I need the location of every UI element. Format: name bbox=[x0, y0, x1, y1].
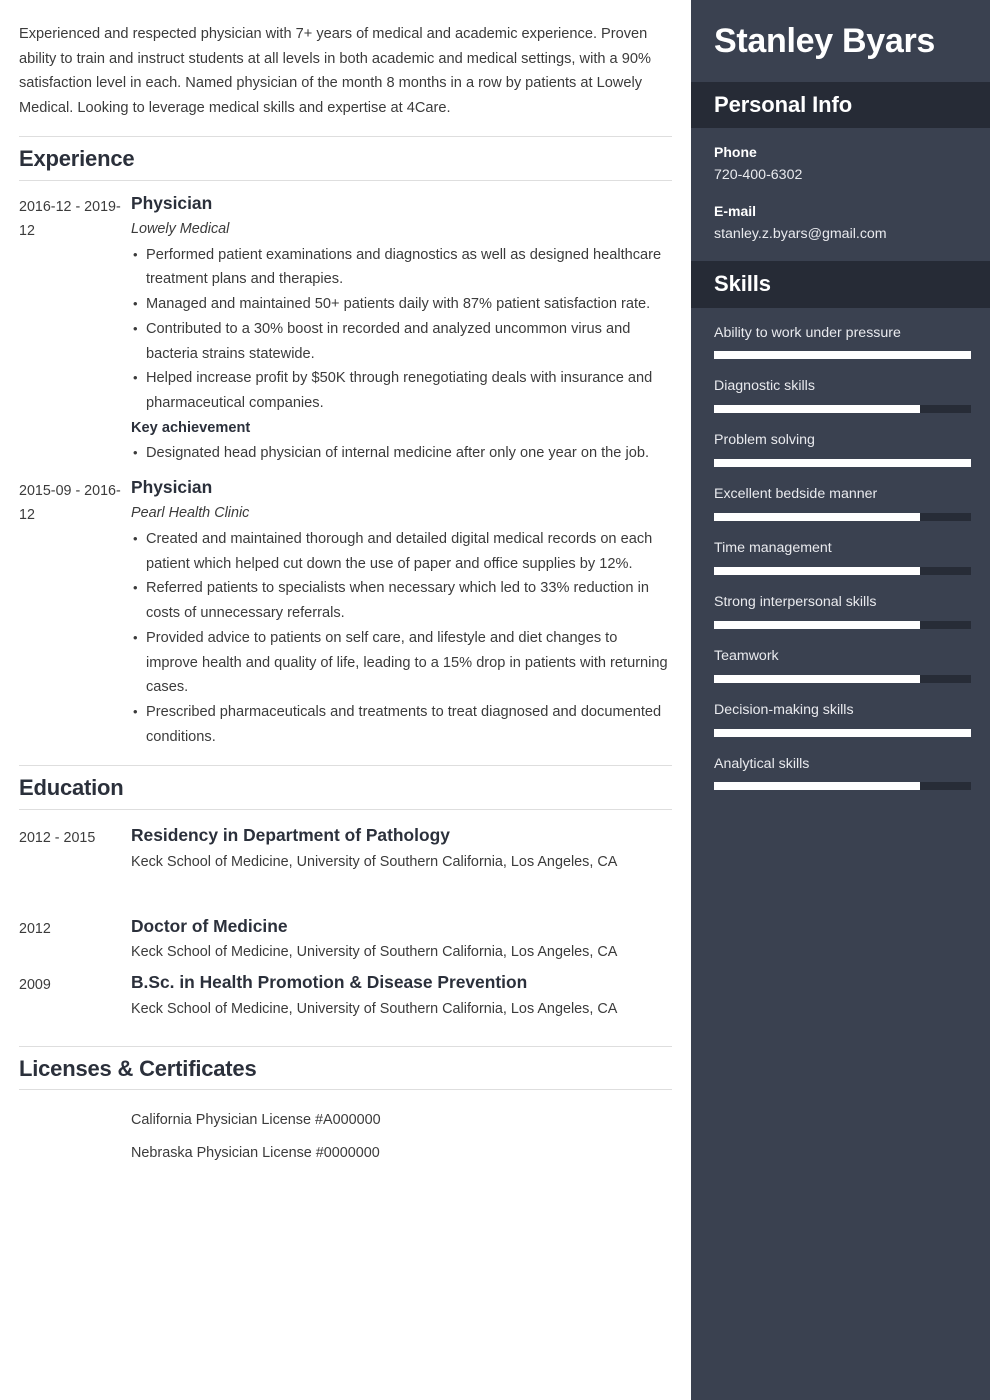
education-entry-body bbox=[131, 971, 673, 1020]
experience-job-title: Physician bbox=[131, 193, 213, 214]
skill-label: Decision-making skills bbox=[714, 701, 854, 718]
skill-bar-track bbox=[714, 459, 971, 467]
experience-entry-dates: 2015-09 - 2016-12 bbox=[19, 483, 121, 524]
skill-label: Analytical skills bbox=[714, 755, 810, 772]
list-item bbox=[19, 1137, 673, 1170]
skill-label: Problem solving bbox=[714, 432, 815, 449]
experience-bullet-list bbox=[131, 527, 673, 749]
skill-item bbox=[714, 755, 970, 791]
candidate-name-block bbox=[691, 0, 990, 82]
summary-paragraph: Experienced and respected physician with 7+ years of medical and academic experience. Proven ability to train and instruct students at all levels in both academic and medical settings, with a 90% satisfaction level in each. Named physician of the month 8 months in a row by patients at Lowely Medical. Looking to leverage medical skills and expertise at 4Care. bbox=[19, 26, 651, 116]
licenses-list bbox=[19, 1090, 673, 1170]
skill-item bbox=[714, 647, 970, 683]
email-value: stanley.z.byars@gmail.com bbox=[714, 225, 887, 242]
skill-bar-track bbox=[714, 675, 971, 683]
skill-label: Excellent bedside manner bbox=[714, 486, 878, 503]
list-item: • Created and maintained thorough and detailed digital medical records on each patient which helped cut down the use of paper and office supplies by 12%. bbox=[131, 527, 673, 576]
skill-bar-fill bbox=[714, 459, 971, 467]
skill-bar-fill bbox=[714, 513, 920, 521]
education-degree: Doctor of Medicine bbox=[131, 915, 288, 936]
experience-bullet-list bbox=[131, 243, 673, 416]
skill-bar-fill bbox=[714, 351, 971, 359]
license-text: Nebraska Physician License #0000000 bbox=[131, 1145, 380, 1162]
licenses-heading: Licenses & Certificates bbox=[19, 1055, 257, 1081]
education-entry-dates: 2012 - 2015 bbox=[19, 830, 96, 847]
list-item: • Designated head physician of internal medicine after only one year on the job. bbox=[131, 441, 673, 466]
list-item: • Prescribed pharmaceuticals and treatments to treat diagnosed and documented conditions. bbox=[131, 700, 673, 749]
skill-item bbox=[714, 701, 970, 737]
skill-bar-track bbox=[714, 351, 971, 359]
list-item bbox=[19, 1104, 673, 1137]
experience-company: Pearl Health Clinic bbox=[131, 505, 250, 522]
experience-entry bbox=[19, 465, 673, 749]
skill-label: Strong interpersonal skills bbox=[714, 593, 877, 610]
licenses-section bbox=[19, 1046, 673, 1171]
email-label: E-mail bbox=[714, 202, 757, 219]
experience-entry-dates: 2016-12 - 2019-12 bbox=[19, 199, 121, 240]
skill-label: Teamwork bbox=[714, 647, 779, 664]
skill-bar-track bbox=[714, 405, 971, 413]
licenses-date-spacer bbox=[19, 1137, 131, 1170]
license-text: California Physician License #A000000 bbox=[131, 1112, 381, 1129]
experience-job-title: Physician bbox=[131, 477, 213, 498]
education-school: Keck School of Medicine, University of Southern California, Los Angeles, CA bbox=[131, 853, 618, 870]
education-entry bbox=[19, 810, 673, 873]
skills-heading: Skills bbox=[714, 270, 771, 296]
skill-bar-fill bbox=[714, 567, 920, 575]
education-heading: Education bbox=[19, 775, 124, 801]
education-entry bbox=[19, 873, 673, 964]
key-achievement-label: Key achievement bbox=[131, 419, 251, 436]
skill-bar-fill bbox=[714, 405, 920, 413]
page-title: Stanley Byars bbox=[714, 22, 936, 60]
education-school: Keck School of Medicine, University of Southern California, Los Angeles, CA bbox=[131, 944, 618, 961]
licenses-date-spacer bbox=[19, 1104, 131, 1137]
list-item: • Referred patients to specialists when necessary which led to 33% reduction in costs of unnecessary referrals. bbox=[131, 576, 673, 625]
skills-heading-band bbox=[691, 261, 990, 308]
experience-entry bbox=[19, 181, 673, 465]
personal-info-body bbox=[691, 128, 990, 245]
education-section bbox=[19, 765, 673, 1019]
skill-bar-fill bbox=[714, 675, 920, 683]
skill-bar-track bbox=[714, 567, 971, 575]
skill-label: Ability to work under pressure bbox=[714, 324, 901, 341]
skills-list bbox=[691, 308, 990, 791]
skill-item bbox=[714, 324, 970, 360]
skill-bar-fill bbox=[714, 782, 920, 790]
experience-entry-body bbox=[131, 193, 673, 465]
skill-item bbox=[714, 431, 970, 467]
skill-bar-fill bbox=[714, 729, 971, 737]
skill-bar-track bbox=[714, 621, 971, 629]
list-item: • Helped increase profit by $50K through renegotiating deals with insurance and pharmaceutical companies. bbox=[131, 366, 673, 415]
key-achievement-list bbox=[131, 441, 673, 466]
education-degree: Residency in Department of Pathology bbox=[131, 825, 450, 846]
skill-bar-fill bbox=[714, 621, 920, 629]
experience-entry-body bbox=[131, 477, 673, 749]
education-entry-body bbox=[131, 824, 673, 873]
education-entry bbox=[19, 963, 673, 1020]
education-degree: B.Sc. in Health Promotion & Disease Prevention bbox=[131, 972, 528, 993]
skill-bar-track bbox=[714, 729, 971, 737]
skill-item bbox=[714, 539, 970, 575]
skill-label: Time management bbox=[714, 540, 832, 557]
experience-heading: Experience bbox=[19, 146, 135, 172]
skill-bar-track bbox=[714, 513, 971, 521]
skill-item bbox=[714, 377, 970, 413]
personal-info-heading-band bbox=[691, 82, 990, 129]
skill-label: Diagnostic skills bbox=[714, 378, 815, 395]
list-item: • Provided advice to patients on self care, and lifestyle and diet changes to improve health and quality of life, leading to a 15% drop in patients with returning cases. bbox=[131, 626, 673, 700]
personal-info-heading: Personal Info bbox=[714, 91, 853, 117]
list-item: • Managed and maintained 50+ patients daily with 87% patient satisfaction rate. bbox=[131, 292, 673, 317]
sidebar bbox=[691, 0, 990, 1400]
education-entry-body bbox=[131, 915, 673, 964]
skill-item bbox=[714, 485, 970, 521]
experience-section bbox=[19, 136, 673, 749]
list-item: • Performed patient examinations and diagnostics as well as designed healthcare treatment plans and therapies. bbox=[131, 243, 673, 292]
skill-item bbox=[714, 593, 970, 629]
education-entry-dates: 2009 bbox=[19, 977, 51, 994]
skill-bar-track bbox=[714, 782, 971, 790]
education-school: Keck School of Medicine, University of Southern California, Los Angeles, CA bbox=[131, 1000, 618, 1017]
phone-label: Phone bbox=[714, 144, 757, 161]
list-item: • Contributed to a 30% boost in recorded and analyzed uncommon virus and bacteria strains statewide. bbox=[131, 317, 673, 366]
phone-value: 720-400-6302 bbox=[714, 167, 803, 184]
education-entry-dates: 2012 bbox=[19, 920, 51, 937]
experience-company: Lowely Medical bbox=[131, 220, 230, 237]
